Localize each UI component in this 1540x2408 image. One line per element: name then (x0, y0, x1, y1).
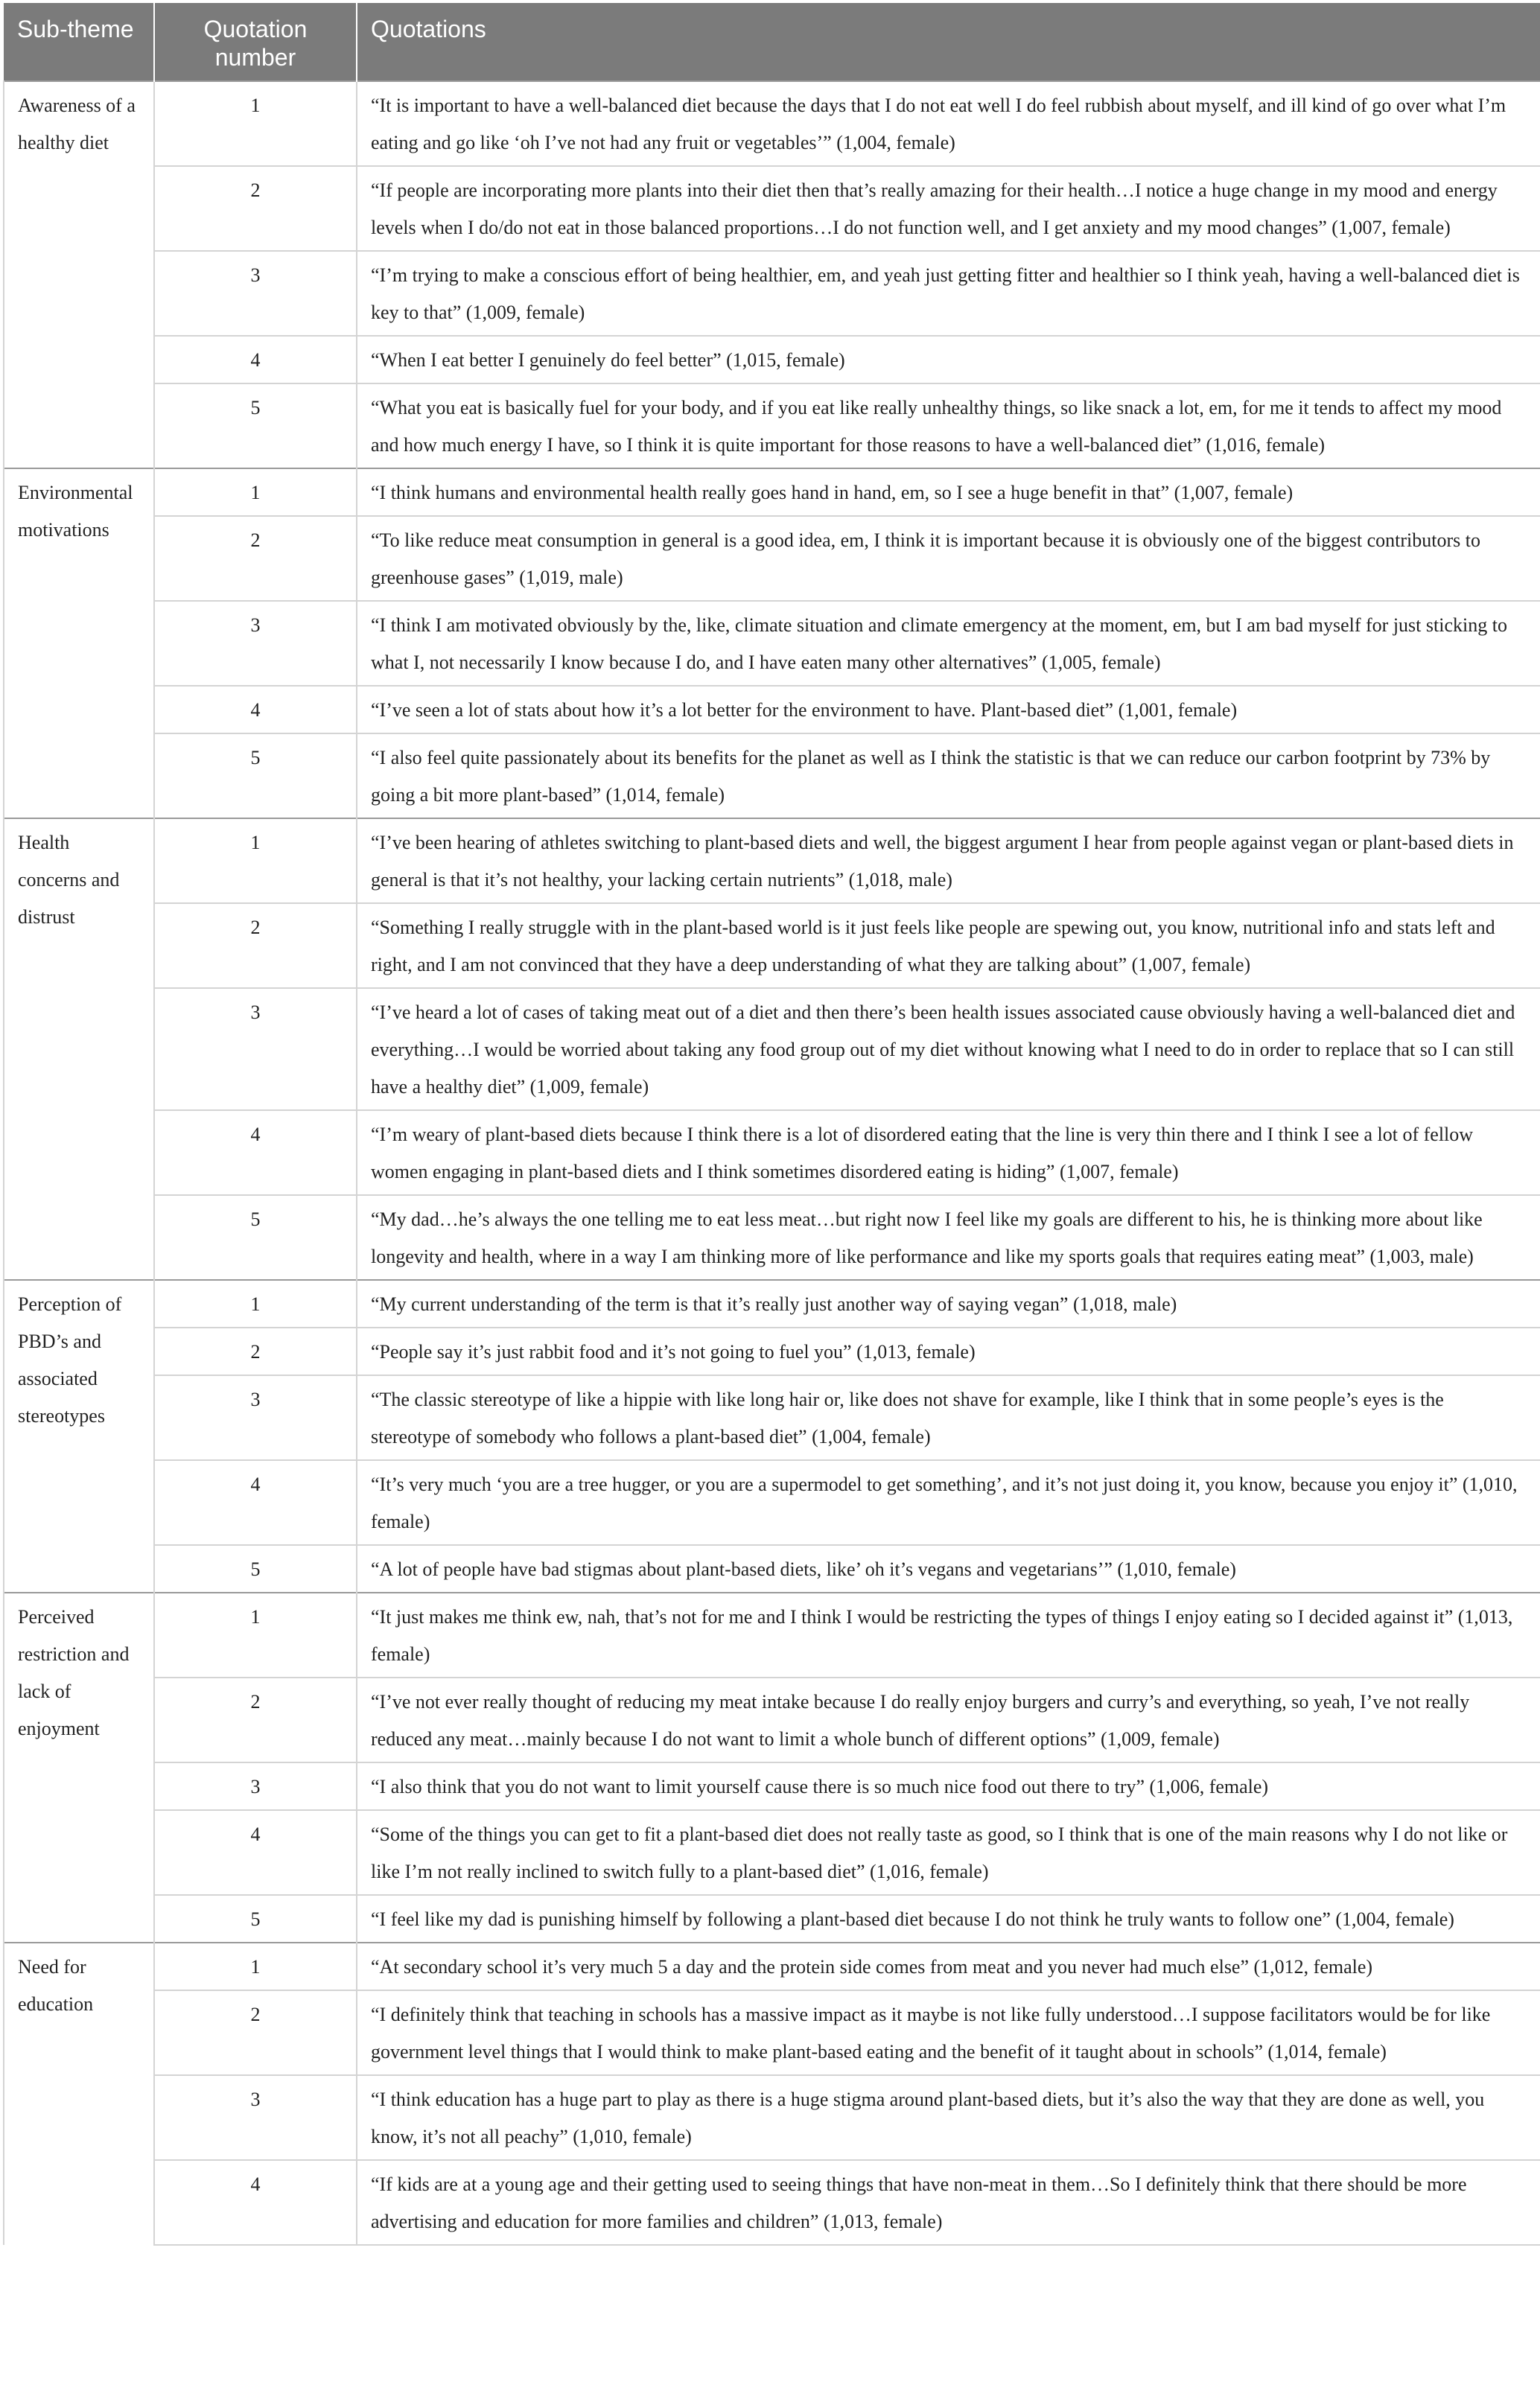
quotation-cell: “I feel like my dad is punishing himself by following a plant-based diet because I do not think he truly wants to follow one” (1,004, female) (357, 1895, 1540, 1943)
quotations-table (3, 3, 1540, 2246)
table-row (4, 1762, 1540, 1810)
table-row (4, 2075, 1540, 2160)
subtheme-cell: Perceived restriction and lack of enjoyment (4, 1593, 154, 1943)
quotation-number-cell: 2 (154, 903, 357, 988)
table-row (4, 1810, 1540, 1895)
quotation-number-cell: 5 (154, 1895, 357, 1943)
header-quotations: Quotations (357, 3, 1540, 81)
quotation-cell: “I definitely think that teaching in schools has a massive impact as it maybe is not like fully understood…I suppose facilitators would be for like government level things that I would think to make plant-based eating and the benefit of it taught about in schools” (1,014, female) (357, 1990, 1540, 2075)
table-row (4, 1375, 1540, 1460)
subtheme-cell: Awareness of a healthy diet (4, 81, 154, 468)
table-row (4, 1990, 1540, 2075)
quotation-cell: “It’s very much ‘you are a tree hugger, or you are a supermodel to get something’, and it’s not just doing it, you know, because you enjoy it” (1,010, female) (357, 1460, 1540, 1545)
quotation-number-cell: 3 (154, 2075, 357, 2160)
table-row (4, 251, 1540, 336)
quotation-number-cell: 2 (154, 166, 357, 251)
quotation-number-cell: 3 (154, 251, 357, 336)
quotation-number-cell: 1 (154, 468, 357, 516)
quotation-cell: “I’ve heard a lot of cases of taking meat out of a diet and then there’s been health issues associated cause obviously having a well-balanced diet and everything…I would be worried about taking any food group out of my diet without knowing what I need to do in order to replace that so I can still have a healthy diet” (1,009, female) (357, 988, 1540, 1110)
table-row (4, 166, 1540, 251)
header-subtheme: Sub-theme (4, 3, 154, 81)
quotation-cell: “I also think that you do not want to limit yourself cause there is so much nice food out there to try” (1,006, female) (357, 1762, 1540, 1810)
quotation-cell: “When I eat better I genuinely do feel better” (1,015, female) (357, 336, 1540, 383)
quotation-cell: “I’ve been hearing of athletes switching to plant-based diets and well, the biggest argument I hear from people against vegan or plant-based diets in general is that it’s not healthy, your lacking certain nutrients” (1,018, male) (357, 818, 1540, 903)
quotation-number-cell: 5 (154, 733, 357, 818)
quotation-cell: “My dad…he’s always the one telling me to eat less meat…but right now I feel like my goals are different to his, he is thinking more about like longevity and health, where in a way I am thinking more of like performance and like my sports goals that requires eating meat” (1,003, male) (357, 1195, 1540, 1280)
quotation-cell: “People say it’s just rabbit food and it’s not going to fuel you” (1,013, female) (357, 1328, 1540, 1375)
quotation-number-cell: 4 (154, 686, 357, 733)
quotation-cell: “It is important to have a well-balanced diet because the days that I do not eat well I do feel rubbish about myself, and ill kind of go over what I’m eating and go like ‘oh I’ve not had any fruit or vegetables’” (1,004, female) (357, 81, 1540, 166)
table-row (4, 1593, 1540, 1678)
quotation-number-cell: 2 (154, 516, 357, 601)
table-row (4, 1328, 1540, 1375)
quotation-cell: “A lot of people have bad stigmas about plant-based diets, like’ oh it’s vegans and vegetarians’” (1,010, female) (357, 1545, 1540, 1593)
quotations-table-wrapper (3, 3, 1540, 2246)
table-row (4, 1545, 1540, 1593)
table-row (4, 516, 1540, 601)
quotation-cell: “To like reduce meat consumption in general is a good idea, em, I think it is important because it is obviously one of the biggest contributors to greenhouse gases” (1,019, male) (357, 516, 1540, 601)
quotation-number-cell: 5 (154, 1545, 357, 1593)
quotation-cell: “I’m weary of plant-based diets because I think there is a lot of disordered eating that the line is very thin there and I think I see a lot of fellow women engaging in plant-based diets and I think sometimes disordered eating is hiding” (1,007, female) (357, 1110, 1540, 1195)
table-row (4, 1895, 1540, 1943)
table-row (4, 336, 1540, 383)
quotation-cell: “If kids are at a young age and their getting used to seeing things that have non-meat in them…So I definitely think that there should be more advertising and education for more families and children” (1,013, female) (357, 2160, 1540, 2245)
subtheme-cell: Perception of PBD’s and associated stereotypes (4, 1280, 154, 1593)
quotation-number-cell: 1 (154, 1280, 357, 1328)
table-row (4, 818, 1540, 903)
quotation-cell: “What you eat is basically fuel for your body, and if you eat like really unhealthy things, so like snack a lot, em, for me it tends to affect my mood and how much energy I have, so I think it is quite important for those reasons to have a well-balanced diet” (1,016, female) (357, 383, 1540, 468)
quotation-number-cell: 2 (154, 1328, 357, 1375)
quotation-cell: “I think education has a huge part to play as there is a huge stigma around plant-based diets, but it’s also the way that they are done as well, you know, it’s not all peachy” (1,010, female) (357, 2075, 1540, 2160)
table-header (4, 3, 1540, 81)
header-quotation-number: Quotation number (154, 3, 357, 81)
quotation-cell: “Some of the things you can get to fit a plant-based diet does not really taste as good, so I think that is one of the main reasons why I do not like or like I’m not really inclined to switch fully to a plant-based diet” (1,016, female) (357, 1810, 1540, 1895)
quotation-cell: “At secondary school it’s very much 5 a day and the protein side comes from meat and you never had much else” (1,012, female) (357, 1943, 1540, 1990)
quotation-cell: “I also feel quite passionately about its benefits for the planet as well as I think the statistic is that we can reduce our carbon footprint by 73% by going a bit more plant-based” (1,014, female) (357, 733, 1540, 818)
quotation-number-cell: 4 (154, 1810, 357, 1895)
quotation-cell: “My current understanding of the term is that it’s really just another way of saying vegan” (1,018, male) (357, 1280, 1540, 1328)
table-row (4, 1460, 1540, 1545)
quotation-cell: “Something I really struggle with in the plant-based world is it just feels like people are spewing out, you know, nutritional info and stats left and right, and I am not convinced that they have a deep understanding of what they are talking about” (1,007, female) (357, 903, 1540, 988)
table-row (4, 1943, 1540, 1990)
quotation-number-cell: 1 (154, 1943, 357, 1990)
table-row (4, 988, 1540, 1110)
quotation-cell: “If people are incorporating more plants into their diet then that’s really amazing for their health…I notice a huge change in my mood and energy levels when I do/do not eat in those balanced proportions…I do not function well, and I get anxiety and my mood changes” (1,007, female) (357, 166, 1540, 251)
table-row (4, 468, 1540, 516)
table-row (4, 601, 1540, 686)
quotation-number-cell: 3 (154, 1762, 357, 1810)
quotation-number-cell: 1 (154, 81, 357, 166)
quotation-cell: “I think I am motivated obviously by the, like, climate situation and climate emergency at the moment, em, but I am bad myself for just sticking to what I, not necessarily I know because I do, and I have eaten many other alternatives” (1,005, female) (357, 601, 1540, 686)
quotation-cell: “I’ve not ever really thought of reducing my meat intake because I do really enjoy burgers and curry’s and everything, so yeah, I’ve not really reduced any meat…mainly because I do not want to limit a whole bunch of different options” (1,009, female) (357, 1678, 1540, 1762)
quotation-number-cell: 4 (154, 2160, 357, 2245)
quotation-cell: “I’m trying to make a conscious effort of being healthier, em, and yeah just getting fitter and healthier so I think yeah, having a well-balanced diet is key to that” (1,009, female) (357, 251, 1540, 336)
header-row (4, 3, 1540, 81)
table-body (4, 81, 1540, 2245)
table-row (4, 1678, 1540, 1762)
quotation-number-cell: 1 (154, 818, 357, 903)
subtheme-cell: Health concerns and distrust (4, 818, 154, 1280)
table-row (4, 383, 1540, 468)
quotation-number-cell: 3 (154, 601, 357, 686)
quotation-cell: “I think humans and environmental health really goes hand in hand, em, so I see a huge benefit in that” (1,007, female) (357, 468, 1540, 516)
table-row (4, 2160, 1540, 2245)
table-row (4, 686, 1540, 733)
quotation-number-cell: 4 (154, 1460, 357, 1545)
quotation-number-cell: 5 (154, 1195, 357, 1280)
quotation-number-cell: 2 (154, 1678, 357, 1762)
quotation-number-cell: 3 (154, 988, 357, 1110)
quotation-number-cell: 1 (154, 1593, 357, 1678)
quotation-number-cell: 5 (154, 383, 357, 468)
quotation-cell: “The classic stereotype of like a hippie with like long hair or, like does not shave for example, like I think that in some people’s eyes is the stereotype of somebody who follows a plant-based diet” (1,004, female) (357, 1375, 1540, 1460)
subtheme-cell: Environmental motivations (4, 468, 154, 818)
table-row (4, 81, 1540, 166)
table-row (4, 1280, 1540, 1328)
quotation-cell: “I’ve seen a lot of stats about how it’s a lot better for the environment to have. Plant-based diet” (1,001, female) (357, 686, 1540, 733)
table-row (4, 1195, 1540, 1280)
table-row (4, 733, 1540, 818)
quotation-number-cell: 2 (154, 1990, 357, 2075)
quotation-number-cell: 3 (154, 1375, 357, 1460)
quotation-cell: “It just makes me think ew, nah, that’s not for me and I think I would be restricting the types of things I enjoy eating so I decided against it” (1,013, female) (357, 1593, 1540, 1678)
quotation-number-cell: 4 (154, 336, 357, 383)
table-row (4, 1110, 1540, 1195)
table-row (4, 903, 1540, 988)
subtheme-cell: Need for education (4, 1943, 154, 2245)
quotation-number-cell: 4 (154, 1110, 357, 1195)
